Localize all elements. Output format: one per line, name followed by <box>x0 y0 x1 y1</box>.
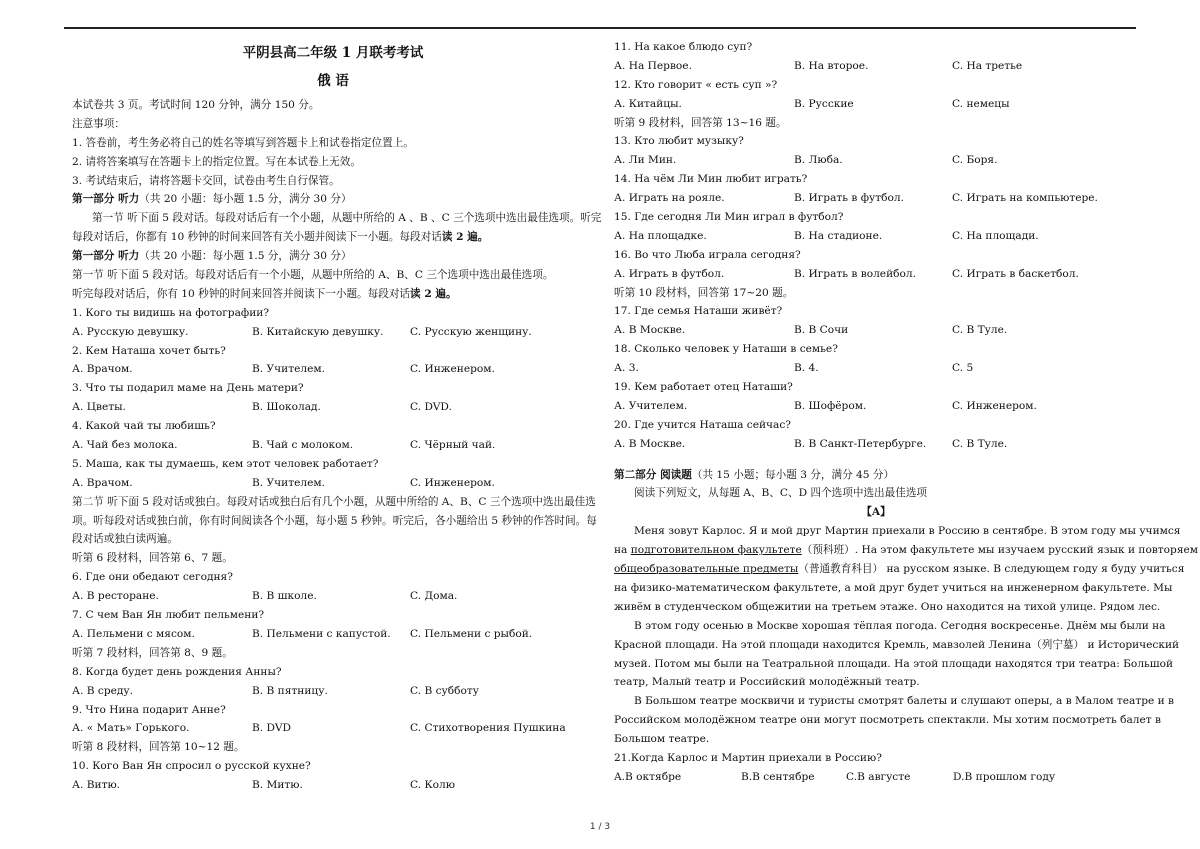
passage <box>614 522 1199 749</box>
question-text: 17. Где семья Наташи живёт? <box>614 305 783 318</box>
answer-options <box>72 625 594 644</box>
notice-title: 注意事项： <box>72 117 125 130</box>
option-b: B. Чай с молоком. <box>252 439 354 452</box>
listen-note: 听第 9 段材料，回答第 13~16 题。 <box>614 116 787 129</box>
option-a: А. В Москве. <box>614 324 686 337</box>
question-text: 6. Где они обедают сегодня? <box>72 571 233 584</box>
option-c: C. Колю <box>410 779 455 792</box>
option-c: C. Боря. <box>952 154 998 167</box>
question-text: 12. Кто говорит « есть суп »? <box>614 78 778 91</box>
answer-options <box>72 719 594 738</box>
option-c: C. Русскую женщину. <box>410 325 532 338</box>
answer-options <box>72 436 594 455</box>
question-group <box>72 663 594 739</box>
question-text: 5. Маша, как ты думаешь, кем этот человек работает? <box>72 457 379 470</box>
option-a: А. В ресторане. <box>72 590 159 603</box>
underlined-term: подготовительном факультете <box>630 544 802 557</box>
question-group <box>614 38 1138 114</box>
option-a: А. Цветы. <box>72 401 126 414</box>
passage-line: Российском молодёжном театре они могут посмотреть спектакли. Мы хотим посмотреть балет в <box>614 714 1161 727</box>
option-c: C. Играть в баскетбол. <box>952 267 1079 280</box>
option-a: А. Пельмени с мясом. <box>72 627 195 640</box>
passage-line: живём в студенческом общежитии на третьем этаже. Оно находится на тихой улице. Рядом лес. <box>614 600 1161 613</box>
option-c: C. В субботу <box>410 684 480 697</box>
option-a: А. 3. <box>614 362 639 375</box>
option-a: А. В среду. <box>72 684 134 697</box>
option-c: C. Чёрный чай. <box>410 439 496 452</box>
question-text: 11. На какое блюдо суп? <box>614 41 753 53</box>
option-c: C. Играть на компьютере. <box>952 192 1098 205</box>
option-a: А. Учителем. <box>614 399 688 412</box>
answer-options <box>72 360 594 379</box>
option-b: B. Шофёром. <box>794 399 867 412</box>
passage-line: Большом театре. <box>614 733 710 746</box>
option-c: C. DVD. <box>410 401 452 414</box>
option-c: C. 5 <box>952 362 974 375</box>
option-b: B. Люба. <box>794 154 843 167</box>
question-text: 9. Что Нина подарит Анне? <box>72 703 226 716</box>
answer-options <box>614 321 1138 340</box>
question-text: 7. С чем Ван Ян любит пельмени? <box>72 609 265 622</box>
option-b: B. Русские <box>794 97 854 110</box>
option-b: B. В школе. <box>252 590 317 603</box>
option-a: А. Ли Мин. <box>614 154 677 167</box>
section-instruction: 项。听每段对话或独白前，你有时间阅读各个小题，每小题 5 秒钟。听完后，各小题给出 5 秒钟的作答时间。每 <box>72 514 597 527</box>
answer-options <box>614 397 1138 416</box>
option-a: А. Чай без молока. <box>72 439 178 452</box>
passage-line: на физико-математическом факультете, а мой друг будет учиться на инженерном факультете. Мы <box>614 581 1173 594</box>
option-b: B. Пельмени с капустой. <box>252 627 391 640</box>
passage-label: 【A】 <box>861 506 891 519</box>
question-text: 3. Что ты подарил маме на День матери? <box>72 382 304 395</box>
listen-note: 听第 8 段材料，回答第 10~12 题。 <box>72 741 245 754</box>
question-text: 2. Кем Наташа хочет быть? <box>72 344 226 357</box>
spacer <box>614 454 1138 466</box>
option-a: A.В октябре <box>614 770 682 783</box>
question-group <box>72 757 594 795</box>
option-b: B. В пятницу. <box>252 684 328 697</box>
passage-line: общеобразовательные предметы（普通教育科目） на русском языке. В следующем году я буду учиться <box>614 563 1185 576</box>
option-c: C. На площади. <box>952 229 1039 242</box>
section-heading: 第一部分 听力（共 20 小题：每小题 1.5 分，满分 30 分） <box>72 250 352 263</box>
section-heading: 第一部分 听力（共 20 小题：每小题 1.5 分，满分 30 分） <box>72 193 352 206</box>
answer-options <box>614 151 1138 170</box>
option-a: А. На Первое. <box>614 59 692 72</box>
section-instruction: 第二节 听下面 5 段对话或独白。每段对话或独白后有几个小题，从题中所给的 A、B、C 三个选项中选出最佳选 <box>72 495 596 508</box>
option-c: C. Инженером. <box>410 476 495 489</box>
question-text: 21.Когда Карлос и Мартин приехали в Россию? <box>614 751 882 764</box>
answer-options <box>614 95 1138 114</box>
option-b: B. В Санкт-Петербурге. <box>794 437 927 450</box>
question-text: 14. На чём Ли Мин любит играть? <box>614 173 808 186</box>
option-b: B. В Сочи <box>794 324 849 337</box>
question-text: 15. Где сегодня Ли Мин играл в футбол? <box>614 211 844 224</box>
listen-note: 听第 6 段材料，回答第 6、7 题。 <box>72 552 233 565</box>
option-d: D.В прошлом году <box>953 770 1056 783</box>
option-a: А. Играть на рояле. <box>614 192 725 205</box>
section-instruction: 第一节 听下面 5 段对话。每段对话后有一个小题，从题中所给的 A 、B 、C 三个选项中选出最佳选项。听完 <box>92 212 602 225</box>
option-c: C. На третье <box>952 59 1023 72</box>
answer-options <box>614 435 1138 454</box>
question-text: 19. Кем работает отец Наташи? <box>614 381 793 394</box>
exam-title: 平阴县高二年级 1 月联考考试 <box>242 45 424 61</box>
question-text: 13. Кто любит музыку? <box>614 135 744 148</box>
option-a: А. Витю. <box>72 779 121 792</box>
question-text: 16. Во что Люба играла сегодня? <box>614 248 801 261</box>
passage-line: музей. Потом мы были на Театральной площади. На этой площади находятся три театра: Большой <box>614 657 1174 670</box>
option-b: B. Играть в волейбол. <box>794 267 916 280</box>
option-b: B. Митю. <box>252 779 303 792</box>
option-b: B. Учителем. <box>252 476 325 489</box>
section-heading: 第二部分 阅读题（共 15 小题；每小题 3 分，满分 45 分） <box>614 468 895 481</box>
option-a: А. Русскую девушку. <box>72 325 189 338</box>
underlined-term: общеобразовательные предметы <box>614 563 799 576</box>
answer-options <box>72 323 594 342</box>
right-column <box>614 38 1199 787</box>
option-b: B. Играть в футбол. <box>794 192 904 205</box>
option-b: B. На стадионе. <box>794 229 883 242</box>
passage-line: Красной площади. На этой площади находится Кремль, мавзолей Ленина（列宁墓） и Исторический <box>614 638 1180 651</box>
answer-options <box>614 768 1138 787</box>
listen-note: 听第 10 段材料，回答第 17~20 题。 <box>614 286 794 299</box>
option-a: А. Врачом. <box>72 363 133 376</box>
top-rule <box>64 27 1136 29</box>
option-c: C. Стихотворения Пушкина <box>410 722 566 735</box>
left-column <box>72 38 602 795</box>
section-instruction: 听完每段对话后，你有 10 秒钟的时间来回答并阅读下一小题。每段对话读 2 遍。 <box>72 287 457 300</box>
option-c: C.В августе <box>846 770 911 783</box>
option-b: B. Учителем. <box>252 363 325 376</box>
passage-line: В этом году осенью в Москве хорошая тёплая погода. Сегодня воскресенье. Днём мы были на <box>634 619 1166 632</box>
option-c: C. В Туле. <box>952 437 1008 450</box>
answer-options <box>614 227 1138 246</box>
question-text: 10. Кого Ван Ян спросил о русской кухне? <box>72 760 311 773</box>
option-b: B. На второе. <box>794 59 869 72</box>
question-text: 18. Сколько человек у Наташи в семье? <box>614 343 838 356</box>
notice-item: 2. 请将答案填写在答题卡上的指定位置。写在本试卷上无效。 <box>72 155 361 168</box>
answer-options <box>614 359 1138 378</box>
question-text: 20. Где учится Наташа сейчас? <box>614 418 791 431</box>
answer-options <box>614 265 1138 284</box>
section-instruction: 段对话或独白读两遍。 <box>72 533 178 546</box>
option-b: B. 4. <box>794 362 819 375</box>
answer-options <box>614 57 1138 76</box>
option-c: C. Инженером. <box>410 363 495 376</box>
question-text: 8. Когда будет день рождения Анны? <box>72 665 282 678</box>
question-group <box>614 132 1138 283</box>
option-c: C. Пельмени с рыбой. <box>410 627 533 640</box>
reading-instruction: 阅读下列短文，从每题 A、B、C、D 四个选项中选出最佳选项 <box>634 487 928 500</box>
option-a: А. На площадке. <box>614 229 707 242</box>
exam-info: 本试卷共 3 页。考试时间 120 分钟，满分 150 分。 <box>72 99 320 111</box>
passage-line: Меня зовут Карлос. Я и мой друг Мартин приехали в Россию в сентябре. В этом году мы учимся <box>634 525 1181 538</box>
page-number: 1 / 3 <box>589 822 611 832</box>
exam-subject: 俄 语 <box>317 73 349 89</box>
answer-options <box>72 776 594 795</box>
passage-line: В Большом театре москвичи и туристы смотрят балеты и слушают оперы, а в Малом театре и в <box>634 695 1175 708</box>
question-text: 4. Какой чай ты любишь? <box>72 420 216 433</box>
option-b: B. DVD <box>252 722 291 735</box>
listen-note: 听第 7 段材料，回答第 8、9 题。 <box>72 646 233 659</box>
question-text: 1. Кого ты видишь на фотографии? <box>72 306 269 319</box>
option-c: C. Инженером. <box>952 399 1037 412</box>
answer-options <box>614 189 1138 208</box>
option-a: А. Играть в футбол. <box>614 267 725 280</box>
notice-item: 3. 考试结束后，请将答题卡交回，试卷由考生自行保管。 <box>72 174 340 187</box>
answer-options <box>72 398 594 417</box>
answer-options <box>72 474 594 493</box>
section-instruction: 第一节 听下面 5 段对话。每段对话后有一个小题，从题中所给的 A、B、C 三个选项中选出最佳选项。 <box>72 269 554 282</box>
passage-line: театр, Малый театр и Российский молодёжный театр. <box>614 676 920 689</box>
question-group <box>72 568 594 644</box>
option-a: А. Врачом. <box>72 476 133 489</box>
option-c: C. В Туле. <box>952 324 1008 337</box>
option-c: C. Дома. <box>410 590 458 603</box>
option-c: C. немецы <box>952 97 1010 110</box>
option-b: B. Китайскую девушку. <box>252 325 384 338</box>
section-instruction: 每段对话后，你都有 10 秒钟的时间来回答有关小题并阅读下一小题。每段对话读 2 遍。 <box>72 231 489 244</box>
notice-item: 1. 答卷前，考生务必将自己的姓名等填写到答题卡上和试卷指定位置上。 <box>72 136 414 149</box>
answer-options <box>72 587 594 606</box>
answer-options <box>72 682 594 701</box>
option-a: А. Китайцы. <box>614 97 682 110</box>
question-group <box>72 304 594 493</box>
option-a: А. В Москве. <box>614 437 686 450</box>
question-group <box>614 302 1138 453</box>
option-a: А. « Мать» Горького. <box>72 722 190 735</box>
option-b: B. Шоколад. <box>252 401 321 414</box>
option-b: B.В сентябре <box>741 770 815 783</box>
passage-line: на подготовительном факультете（预科班）. На этом факультете мы изучаем русский язык и повторяем <box>614 544 1199 557</box>
